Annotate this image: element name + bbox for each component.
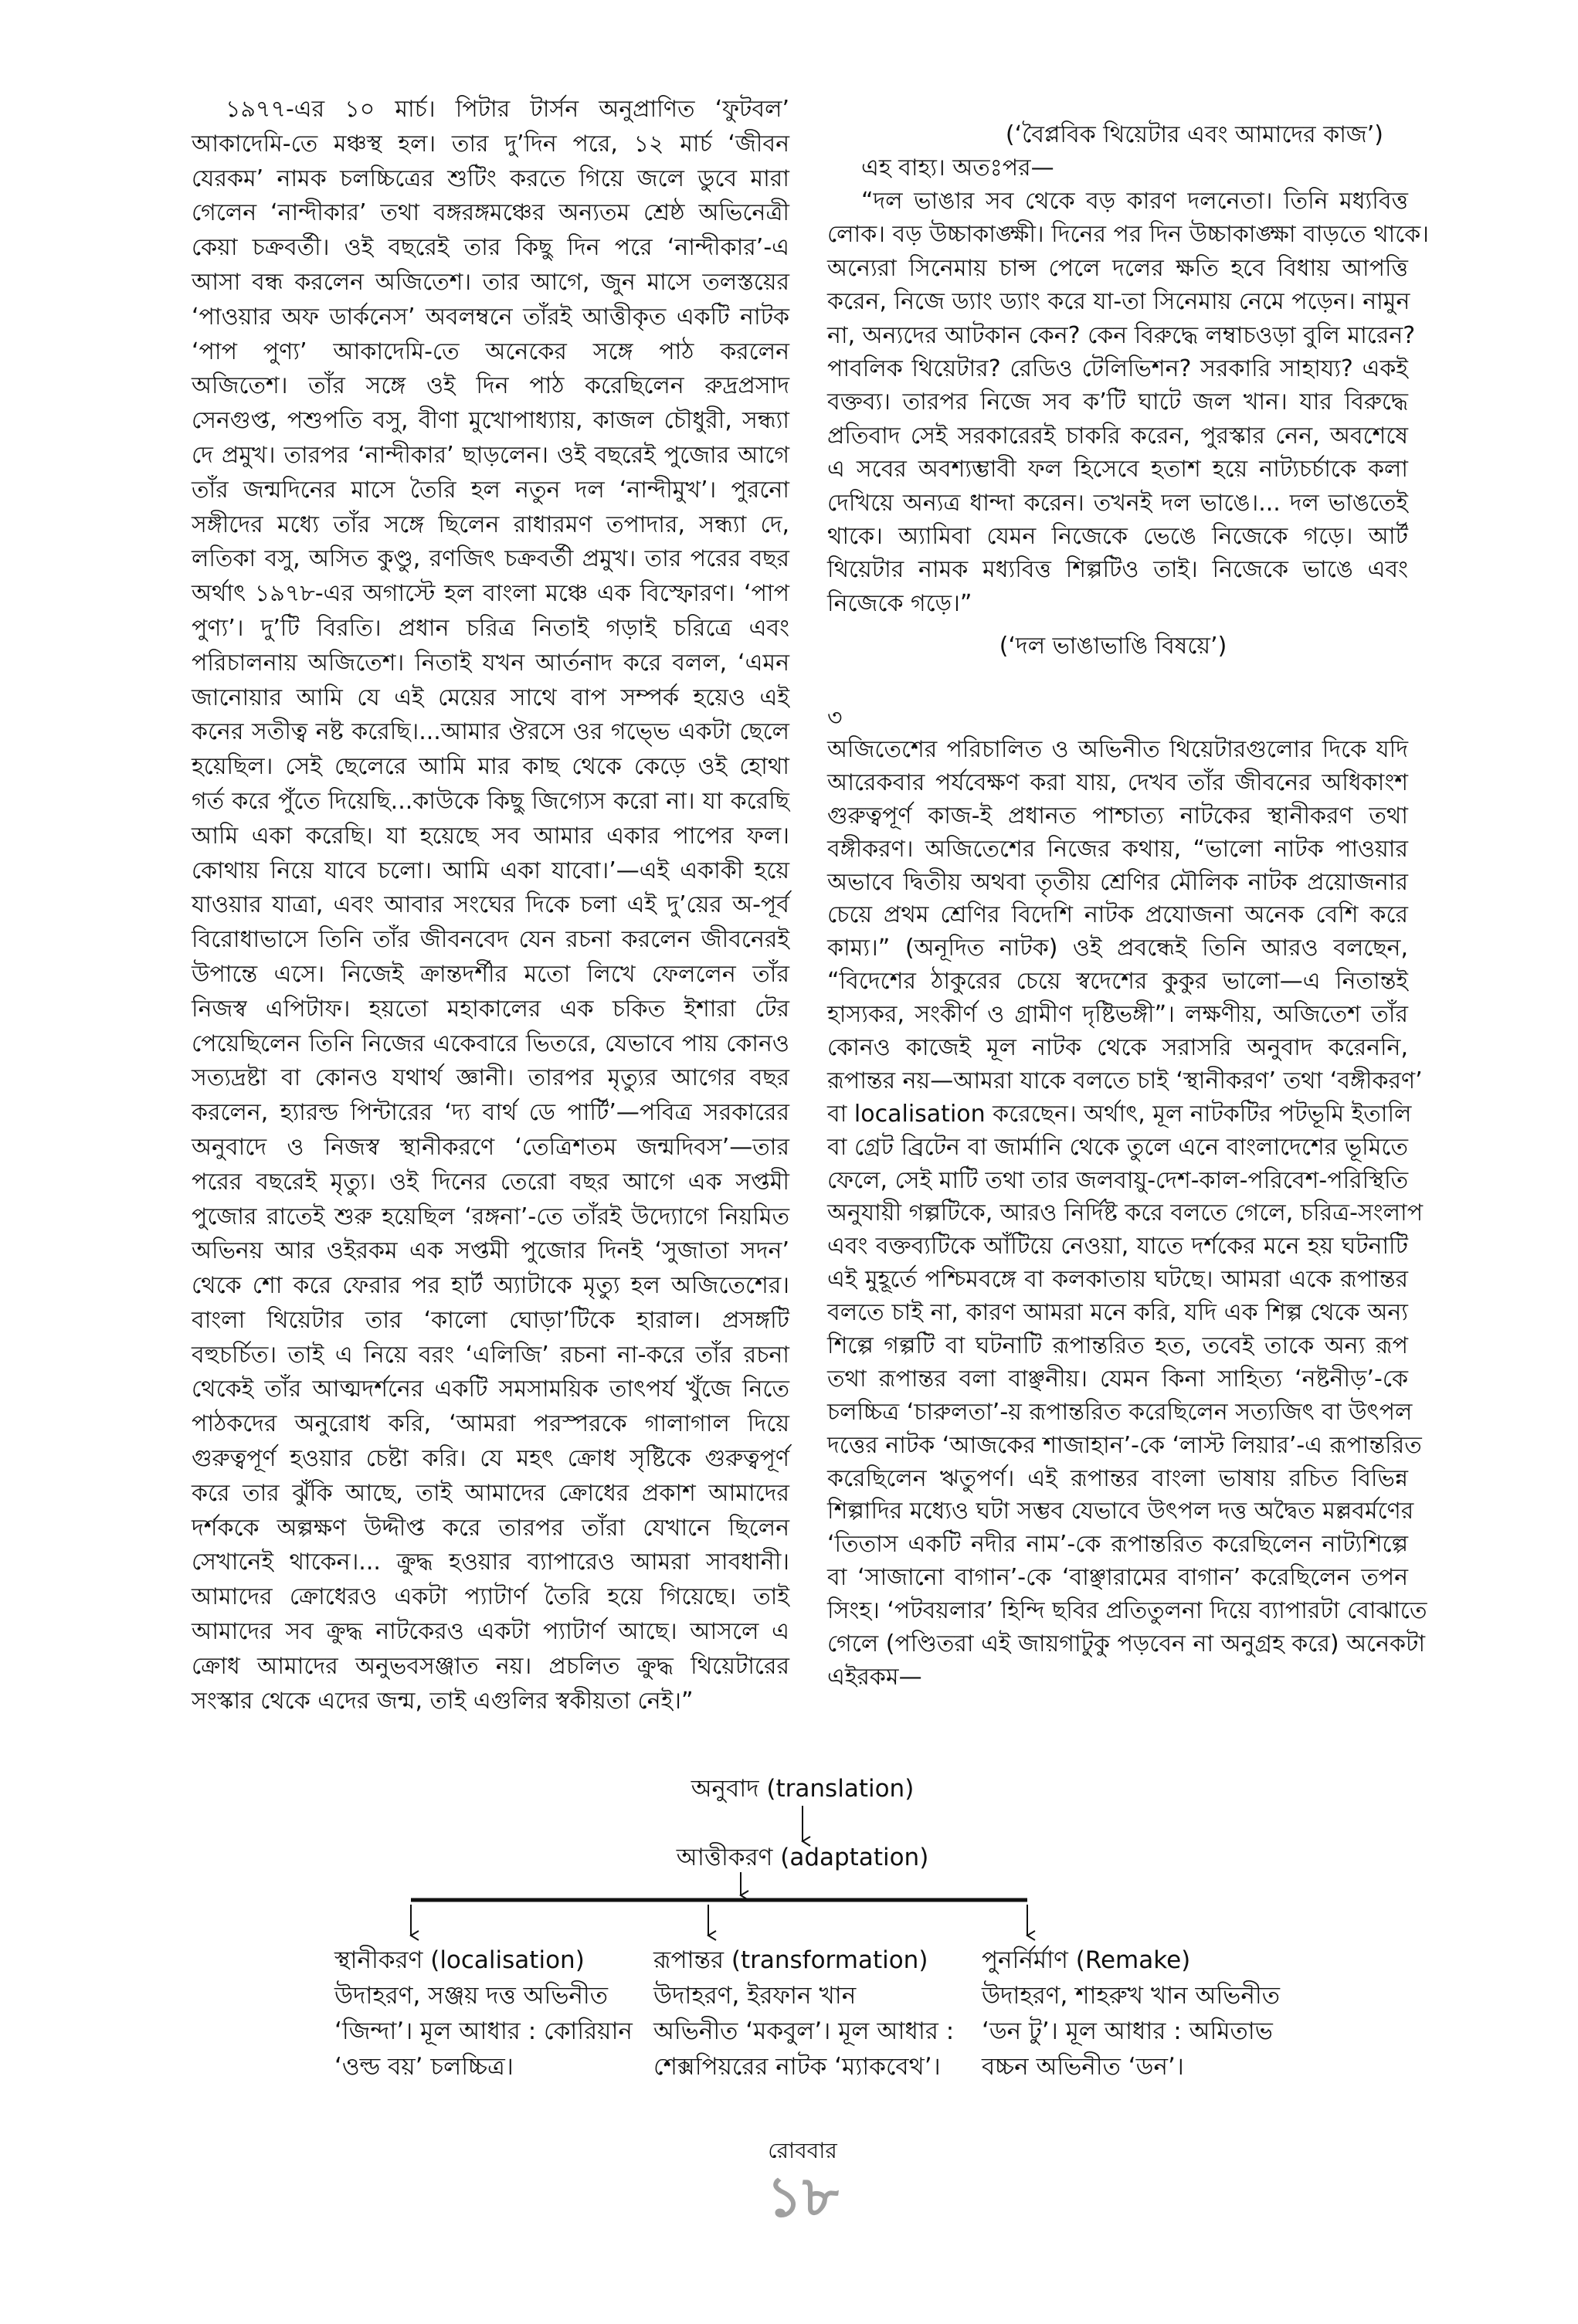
- text-line: এ সবের অবশ্যম্ভাবী ফল হিসেবে হতাশ হয়ে নাট্যচর্চাকে কলা: [827, 456, 1408, 483]
- text-line: বাংলা থিয়েটার তার ‘কালো ঘোড়া’টিকে হারাল। প্রসঙ্গটি: [192, 1306, 789, 1334]
- text-line: সিংহ। ‘পটবয়লার’ হিন্দি ছবির প্রতিতুলনা দিয়ে ব্যাপারটা বোঝাতে: [827, 1597, 1427, 1625]
- text-line: পরের বছরেই মৃত্যু। ওই দিনের তেরো বছর আগে এক সপ্তমী: [192, 1168, 789, 1196]
- text-line: আকাদেমি-তে মঞ্চস্থ হল। তার দু’দিন পরে, ১২ মার্চ ‘জীবন: [192, 130, 789, 158]
- text-line: অন্যেরা সিনেমায় চান্স পেলে দলের ক্ষতি হবে বিধায় আপত্তি: [827, 254, 1408, 282]
- text-line: সত্যদ্রষ্টা বা কোনও যথার্থ জ্ঞানী। তারপর মৃত্যুর আগের বছর: [192, 1064, 789, 1092]
- text-line: আরেকবার পর্যবেক্ষণ করা যায়, দেখব তাঁর জীবনের অধিকাংশ: [827, 768, 1408, 796]
- text-line: তাঁর জন্মদিনের মাসে তৈরি হল নতুন দল ‘নান্দীমুখ’। পুরনো: [192, 476, 789, 504]
- text-line: দত্তের নাটক ‘আজকের শাজাহান’-কে ‘লাস্ট লিয়ার’-এ রূপান্তরিত: [827, 1431, 1422, 1459]
- branch-line: ‘ওল্ড বয়’ চলচ্চিত্র।: [334, 2053, 514, 2081]
- text-line: যাওয়ার যাত্রা, এবং আবার সংঘের দিকে চলা এই দু’য়ের অ-পূর্ব: [192, 891, 789, 919]
- text-line: ফেলে, সেই মাটি তথা তার জলবায়ু-দেশ-কাল-পরিবেশ-পরিস্থিতি: [827, 1166, 1409, 1194]
- text-line: বিরোধাভাসে তিনি তাঁর জীবনবেদ যেন রচনা করলেন জীবনেরই: [192, 926, 789, 954]
- text-line: পরিচালনায় অজিতেশ। নিতাই যখন আর্তনাদ করে বলল, ‘এমন: [192, 649, 789, 677]
- text-line: গুরুত্বপূর্ণ হওয়ার চেষ্টা করি। যে মহৎ ক্রোধ সৃষ্টিকে গুরুত্বপূর্ণ: [192, 1445, 789, 1473]
- text-line: চলচ্চিত্র ‘চারুলতা’-য় রূপান্তরিত করেছিলেন সত্যজিৎ বা উৎপল: [827, 1398, 1413, 1426]
- text-line: সংস্কার থেকে এদের জন্ম, তাই এগুলির স্বকীয়তা নেই।”: [192, 1687, 694, 1715]
- text-line: উপান্তে এসে। নিজেই ক্রান্তদর্শীর মতো লিখে ফেললেন তাঁর: [192, 960, 789, 988]
- branch-line: উদাহরণ, ইরফান খান: [653, 1982, 857, 2010]
- branch-title: পুনর্নির্মাণ (Remake): [982, 1946, 1191, 1974]
- text-line: আমাদের ক্রোধেরও একটা প্যাটার্ণ তৈরি হয়ে গিয়েছে। তাই: [192, 1583, 789, 1611]
- text-line: পুণ্য’। দু’টি বিরতি। প্রধান চরিত্র নিতাই গড়াই চরিত্রে এবং: [192, 614, 789, 642]
- text-line: করেন, নিজে ড্যাং ড্যাং করে যা-তা সিনেমায় নেমে পড়েন। নামুন: [827, 288, 1410, 316]
- text-line: প্রতিবাদ সেই সরকারেরই চাকরি করেন, পুরস্কার নেন, অবশেষে: [827, 422, 1408, 450]
- text-line: অভিনয় আর ওইরকম এক সপ্তমী পুজোর দিনই ‘সুজাতা সদন’: [192, 1237, 789, 1265]
- branch-line: ‘জিন্দা’। মূল আধার : কোরিয়ান: [334, 2017, 633, 2045]
- text-line: কেয়া চক্রবর্তী। ওই বছরেই তার কিছু দিন পরে ‘নান্দীকার’-এ: [192, 234, 789, 262]
- diagram-branch-remake: [982, 1942, 1280, 2085]
- branch-line: উদাহরণ, শাহরুখ খান অভিনীত: [982, 1982, 1280, 2010]
- text-line: ‘তিতাস একটি নদীর নাম’-কে রূপান্তরিত করেছিলেন নাট্যশিল্পে: [827, 1531, 1408, 1559]
- diagram-node-translation: অনুবাদ (translation): [691, 1775, 915, 1803]
- text-line: “বিদেশের ঠাকুরের চেয়ে স্বদেশের কুকুর ভালো—এ নিতান্তই: [827, 968, 1408, 996]
- text-line: পাবলিক থিয়েটার? রেডিও টেলিভিশন? সরকারি সাহায্য? একই: [827, 355, 1408, 382]
- text-line: অর্থাৎ ১৯৭৮-এর অগাস্টে হল বাংলা মঞ্চে এক বিস্ফোরণ। ‘পাপ: [192, 580, 789, 608]
- text-line: ‘পাওয়ার অফ ডার্কনেস’ অবলম্বনে তাঁরই আত্তীকৃত একটি নাটক: [192, 303, 789, 331]
- text-line: আসা বন্ধ করলেন অজিতেশ। তার আগে, জুন মাসে তলস্তয়ের: [192, 268, 789, 296]
- text-line: পুজোর রাতেই শুরু হয়েছিল ‘রঙ্গনা’-তে তাঁরই উদ্যোগে নিয়মিত: [192, 1203, 789, 1230]
- text-line: এইরকম—: [827, 1663, 922, 1691]
- text-line: নিজস্ব এপিটাফ। হয়তো মহাকালের এক চকিত ইশারা টের: [192, 995, 789, 1023]
- branch-line: উদাহরণ, সঞ্জয় দত্ত অভিনীত: [334, 1982, 609, 2010]
- text-line: কাম্য।” (অনূদিত নাটক) ওই প্রবন্ধেই তিনি আরও বলছেন,: [827, 935, 1408, 962]
- text-line: ক্রোধ আমাদের অনুভবসঞ্জাত নয়। প্রচলিত ক্রুদ্ধ থিয়েটারের: [192, 1652, 789, 1680]
- text-line: আমাদের সব ক্রুদ্ধ নাটকেরও একটা প্যাটার্ণ আছে। আসলে এ: [192, 1618, 789, 1646]
- diagram-branch-localisation: [334, 1942, 633, 2085]
- section-number: ৩: [827, 704, 843, 731]
- diagram-branch-transformation: [653, 1942, 954, 2085]
- text-line: থিয়েটার নামক মধ্যবিত্ত শিল্পটিও তাই। নিজেকে ভাঙে এবং: [827, 556, 1408, 584]
- text-line: চেয়ে প্রথম শ্রেণির বিদেশি নাটক প্রযোজনা অনেক বেশি করে: [827, 901, 1408, 929]
- branch-title: রূপান্তর (transformation): [653, 1946, 928, 1974]
- page-number: ১৮: [766, 2164, 839, 2229]
- text-line: বলতে চাই না, কারণ আমরা মনে করি, যদি এক শিল্প থেকে অন্য: [827, 1299, 1408, 1327]
- text-line: সেখানেই থাকেন।... ক্রুদ্ধ হওয়ার ব্যাপারেও আমরা সাবধানী।: [192, 1549, 789, 1576]
- text-line: বা গ্রেট ব্রিটেন বা জার্মানি থেকে তুলে এনে বাংলাদেশের ভূমিতে: [827, 1133, 1408, 1161]
- text-line: এহ বাহ্য। অতঃপর—: [861, 154, 1054, 182]
- text-line: না, অন্যদের আটকান কেন? কেন বিরুদ্ধে লম্বাচওড়া বুলি মারেন?: [827, 321, 1416, 349]
- text-line: গেলেন ‘নান্দীকার’ তথা বঙ্গরঙ্গমঞ্চের অন্যতম শ্রেষ্ঠ অভিনেত্রী: [192, 199, 789, 227]
- diagram-node-adaptation: আত্তীকরণ (adaptation): [676, 1844, 929, 1871]
- text-line: হয়েছিল। সেই ছেলেরে আমি মার কাছ থেকে কেড়ে ওই হোথা: [192, 753, 789, 781]
- text-line: বা ‘সাজানো বাগান’-কে ‘বাঞ্ছারামের বাগান’ করেছিলেন তপন: [827, 1564, 1408, 1592]
- text-line: শিল্পাদির মধ্যেও ঘটা সম্ভব যেভাবে উৎপল দত্ত অদ্বৈত মল্লবর্মণের: [827, 1498, 1414, 1525]
- text-line: অজিতেশের পরিচালিত ও অভিনীত থিয়েটারগুলোর দিকে যদি: [827, 736, 1408, 763]
- text-line: অনুবাদে ও নিজস্ব স্থানীকরণে ‘তেত্রিশতম জন্মদিবস’—তার: [192, 1133, 789, 1161]
- branch-line: শেক্সপিয়রের নাটক ‘ম্যাকবেথ’।: [653, 2053, 941, 2081]
- quote-source-attribution: (‘বৈপ্লবিক থিয়েটার এবং আমাদের কাজ’): [1005, 121, 1383, 148]
- text-line: গর্ত করে পুঁতে দিয়েছি...কাউকে কিছু জিগ্যেস করো না। যা করেছি: [192, 787, 789, 815]
- text-line: তথা রূপান্তর বলা বাঞ্ছনীয়। যেমন কিনা সাহিত্য ‘নষ্টনীড়’-কে: [827, 1365, 1408, 1393]
- branch-line: ‘ডন টু’। মূল আধার : অমিতাভ: [982, 2017, 1273, 2045]
- text-line: পাঠকদের অনুরোধ করি, ‘আমরা পরস্পরকে গালাগাল দিয়ে: [192, 1410, 789, 1438]
- text-line: এই মুহূর্তে পশ্চিমবঙ্গে বা কলকাতায় ঘটছে। আমরা একে রূপান্তর: [827, 1266, 1408, 1294]
- branch-line: বচ্চন অভিনীত ‘ডন’।: [982, 2053, 1184, 2081]
- text-line: নিজেকে গড়ে।”: [827, 589, 972, 617]
- text-line: দে প্রমুখ। তারপর ‘নান্দীকার’ ছাড়লেন। ওই বছরেই পুজোর আগে: [192, 441, 789, 469]
- text-line: হাস্যকর, সংকীর্ণ ও গ্রামীণ দৃষ্টিভঙ্গী”। লক্ষণীয়, অজিতেশ তাঁর: [827, 1001, 1408, 1029]
- text-line: বক্তব্য। তারপর নিজে সব ক’টি ঘাটে জল খান। যার বিরুদ্ধে: [827, 388, 1408, 416]
- text-line: করলেন, হ্যারল্ড পিন্টারের ‘দ্য বার্থ ডে পার্টি’—পবিত্র সরকারের: [192, 1099, 789, 1127]
- text-line: দেখিয়ে অন্যত্র ধান্দা করেন। তখনই দল ভাঙে।... দল ভাঙতেই: [827, 489, 1408, 517]
- text-line: গুরুত্বপূর্ণ কাজ-ই প্রধানত পাশ্চাত্য নাটকের স্থানীকরণ তথা: [827, 802, 1408, 830]
- branch-line: অভিনীত ‘মকবুল’। মূল আধার :: [653, 2017, 955, 2045]
- text-line: কনের সতীত্ব নষ্ট করেছি।...আমার ঔরসে ওর গভ্ভে একটা ছেলে: [192, 718, 789, 746]
- text-line: ১৯৭৭-এর ১০ মার্চ। পিটার টার্সন অনুপ্রাণিত ‘ফুটবল’: [226, 96, 789, 123]
- text-line: বহুচর্চিত। তাই এ নিয়ে বরং ‘এলিজি’ রচনা না-করে তাঁর রচনা: [192, 1341, 789, 1369]
- branch-title: স্থানীকরণ (localisation): [334, 1946, 585, 1974]
- text-line: গেলে (পণ্ডিতরা এই জায়গাটুকু পড়বেন না অনুগ্রহ করে) অনেকটা: [827, 1630, 1426, 1658]
- text-line: থেকে শো করে ফেরার পর হার্ট অ্যাটাকে মৃত্যু হল অজিতেশের।: [192, 1272, 789, 1300]
- text-line: অনুযায়ী গল্পটিকে, আরও নির্দিষ্ট করে বলতে গেলে, চরিত্র-সংলাপ: [827, 1199, 1424, 1227]
- text-line: করেছিলেন ঋতুপর্ণ। এই রূপান্তর বাংলা ভাষায় রচিত বিভিন্ন: [827, 1464, 1408, 1492]
- text-line: করে তার ঝুঁকি আছে, তাই আমাদের ক্রোধের প্রকাশ আমাদের: [192, 1479, 789, 1507]
- text-line: যেরকম’ নামক চলচ্চিত্রের শুটিং করতে গিয়ে জলে ডুবে মারা: [192, 165, 789, 192]
- text-line: জানোয়ার আমি যে এই মেয়ের সাথে বাপ সম্পর্ক হয়েও এই: [192, 684, 789, 711]
- text-line: কোথায় নিয়ে যাবে চলো। আমি একা যাবো।’—এই একাকী হয়ে: [192, 857, 789, 884]
- text-line: থেকেই তাঁর আত্মদর্শনের একটি সমসাময়িক তাৎপর্য খুঁজে নিতে: [192, 1376, 789, 1403]
- text-line: আমি একা করেছি। যা হয়েছে সব আমার একার পাপের ফল।: [192, 822, 789, 850]
- text-line: পেয়েছিলেন তিনি নিজের একেবারে ভিতরে, যেভাবে পায় কোনও: [192, 1030, 789, 1057]
- text-line: কোনও কাজেই মূল নাটক থেকে সরাসরি অনুবাদ করেননি,: [827, 1034, 1408, 1062]
- text-line: বা localisation করেছেন। অর্থাৎ, মূল নাটকটির পটভূমি ইতালি: [827, 1100, 1412, 1128]
- text-line: দর্শককে অল্পক্ষণ উদ্দীপ্ত করে তারপর তাঁরা যেখানে ছিলেন: [192, 1514, 789, 1542]
- text-line: এবং বক্তব্যটিকে আঁটিয়ে নেওয়া, যাতে দর্শকের মনে হয় ঘটনাটি: [827, 1233, 1408, 1260]
- text-line: “দল ভাঙার সব থেকে বড় কারণ দলনেতা। তিনি মধ্যবিত্ত: [861, 188, 1408, 215]
- text-line: থাকে। অ্যামিবা যেমন নিজেকে ভেঙে নিজেকে গড়ে। আর্ট: [827, 522, 1408, 550]
- text-line: লতিকা বসু, অসিত কুণ্ডু, রণজিৎ চক্রবর্তী প্রমুখ। তার পরের বছর: [192, 545, 789, 573]
- text-line: ‘পাপ পুণ্য’ আকাদেমি-তে অনেকের সঙ্গে পাঠ করলেন: [192, 338, 789, 365]
- text-line: অভাবে দ্বিতীয় অথবা তৃতীয় শ্রেণির মৌলিক নাটক প্রয়োজনার: [827, 868, 1408, 896]
- text-line: লোক। বড় উচ্চাকাঙ্ক্ষী। দিনের পর দিন উচ্চাকাঙ্ক্ষা বাড়তে থাকে।: [827, 221, 1429, 249]
- quote-source-attribution: (‘দল ভাঙাভাঙি বিষয়ে’): [999, 633, 1227, 660]
- publication-name: রোববার: [768, 2138, 837, 2163]
- text-line: অজিতেশ। তাঁর সঙ্গে ওই দিন পাঠ করেছিলেন রুদ্রপ্রসাদ: [192, 372, 789, 400]
- text-line: রূপান্তর নয়—আমরা যাকে বলতে চাই ‘স্থানীকরণ’ তথা ‘বঙ্গীকরণ’: [827, 1067, 1423, 1094]
- text-line: সঙ্গীদের মধ্যে তাঁর সঙ্গে ছিলেন রাধারমণ তপাদার, সন্ধ্যা দে,: [192, 511, 789, 538]
- text-line: শিল্পে গল্পটি বা ঘটনাটি রূপান্তরিত হত, তবেই তাকে অন্য রূপ: [827, 1332, 1408, 1360]
- text-line: বঙ্গীকরণ। অজিতেশের নিজের কথায়, “ভালো নাটক পাওয়ার: [827, 835, 1408, 863]
- text-line: সেনগুপ্ত, পশুপতি বসু, বীণা মুখোপাধ্যায়, কাজল চৌধুরী, সন্ধ্যা: [192, 407, 789, 435]
